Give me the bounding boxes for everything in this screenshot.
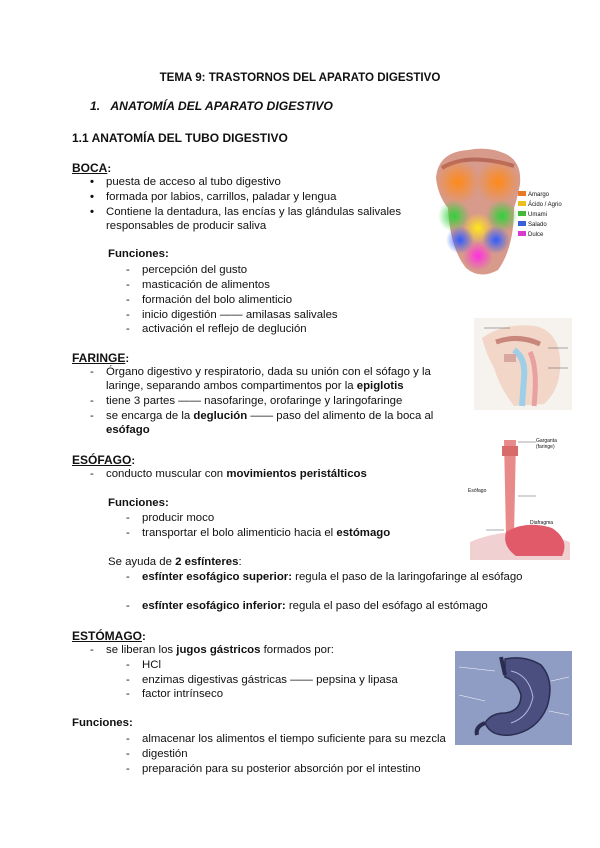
estomago-funcion-1: - almacenar los alimentos el tiempo suficiente para su mezcla [126,733,446,745]
faringe-heading: FARINGE [72,351,126,365]
esfinter-inferior: - esfínter esofágico inferior: regula el paso del esófago al estómago [126,600,488,612]
subsection-heading: 1.1 ANATOMÍA DEL TUBO DIGESTIVO [72,131,288,145]
funcion-text: percepción del gusto [142,264,248,276]
boca-bullet-text: puesta de acceso al tubo digestivo [106,176,281,188]
estomago-heading-line [72,629,146,643]
estomago-sub-2: - enzimas digestivas gástricas —— pepsina y lipasa [126,674,398,686]
funcion-text: preparación para su posterior absorción por el intestino [142,763,421,775]
section-label: ANATOMÍA DEL APARATO DIGESTIVO [110,99,333,113]
boca-funcion-5: - activación el reflejo de deglución [126,323,307,335]
estomago-funciones-label: Funciones: [72,717,133,729]
esofago-colon: : [131,455,136,467]
fig-label-diafragma: Diafragma [530,520,554,526]
boca-funcion-1: - percepción del gusto [126,264,248,276]
faringe-bold: epiglotis [356,380,404,392]
boca-bullet-3: • Contiene la dentadura, las encías y las glándulas salivales [90,206,402,218]
faringe-bold: deglución [193,410,248,422]
boca-heading: BOCA [72,161,108,175]
legend-swatch [518,211,526,216]
funcion-text: activación el reflejo de deglución [142,323,307,335]
esofago-bullet-1: - conducto muscular con movimientos peristálticos [90,468,367,480]
legend-item [518,190,562,200]
legend-item [518,220,562,230]
funcion-text: masticación de alimentos [142,279,270,291]
page-title: TEMA 9: TRASTORNOS DEL APARATO DIGESTIVO [159,71,441,84]
funcion-text: digestión [142,748,188,760]
boca-funciones-label: Funciones: [108,248,169,260]
estomago-bullet-1: - se liberan los jugos gástricos formados por: [90,644,334,656]
funcion-text: almacenar los alimentos el tiempo suficiente para su mezcla [142,733,446,745]
faringe-bullet-1: - Órgano digestivo y respiratorio, dada su unión con el sófago y la [90,366,431,378]
esofago-funcion-2: - transportar el bolo alimenticio hacia el estómago [126,527,391,539]
ayuda-text: Se ayuda de [108,556,176,568]
esophagus-illustration [466,436,572,560]
faringe-bullet-2: - tiene 3 partes —— nasofaringe, orofaringe y laringofaringe [90,395,403,407]
esfinter-bold: esfínter esofágico inferior: [142,600,286,612]
sub-text: factor intrínseco [142,688,224,700]
estomago-colon: : [142,631,146,643]
esfinter-text: regula el paso de la laringofaringe al esófago [292,571,523,583]
faringe-text: —— paso del alimento de la boca al [247,410,434,422]
esofago-text: conducto muscular con [106,468,227,480]
boca-bullet-2: • formada por labios, carrillos, paladar y lengua [90,191,337,203]
legend-label: Amargo [528,192,550,198]
legend-label: Salado [528,222,547,228]
funcion-text: transportar el bolo alimenticio hacia el [142,527,337,539]
boca-heading-line [72,161,111,175]
faringe-heading-line [72,351,129,365]
tongue-figure [428,148,570,278]
estomago-sub-3: - factor intrínseco [126,688,224,700]
esfinter-text: regula el paso del esófago al estómago [285,600,488,612]
faringe-text: se encarga de la [106,410,194,422]
faringe-text: Órgano digestivo y respiratorio, dada su unión con el sófago y la [106,366,431,378]
faringe-bullet-3: - se encarga de la deglución —— paso del alimento de la boca al [90,410,434,422]
estomago-text: formados por: [260,644,334,656]
funcion-text: producir moco [142,512,215,524]
estomago-sub-1: - HCl [126,659,161,671]
fig-label-esofago: Esófago [468,488,487,494]
funcion-bold: estómago [336,527,391,539]
boca-bullet-3-cont: responsables de producir saliva [106,220,267,232]
boca-bullet-text: Contiene la dentadura, las encías y las glándulas salivales [106,206,402,218]
legend-label: Ácido / Agrio [528,202,562,208]
stomach-illustration [455,651,572,745]
legend-swatch [518,201,526,206]
estomago-bold: jugos gástricos [176,644,261,656]
legend-item [518,210,562,220]
esfinter-bold: esfínter esofágico superior: [142,571,293,583]
esofago-heading: ESÓFAGO [72,453,132,467]
taste-legend [518,190,562,240]
faringe-bullet-3-cont: esófago [106,424,150,436]
estomago-heading: ESTÓMAGO [72,629,143,643]
ayuda-bold: 2 esfínteres [175,556,239,568]
estomago-funcion-3: - preparación para su posterior absorción por el intestino [126,763,421,775]
esophagus-figure [466,436,572,560]
boca-colon: : [107,163,112,175]
boca-funcion-2: - masticación de alimentos [126,279,270,291]
ayuda-text: : [238,556,242,568]
legend-swatch [518,191,526,196]
estomago-text: se liberan los [106,644,177,656]
esofago-bold: movimientos peristálticos [226,468,367,480]
esofago-ayuda [108,556,242,568]
stomach-figure [455,651,572,745]
estomago-funcion-2: - digestión [126,748,188,760]
funcion-text: inicio digestión —— amilasas salivales [142,309,338,321]
legend-swatch [518,221,526,226]
esofago-funciones-label: Funciones: [108,497,169,509]
esfinter-superior: - esfínter esofágico superior: regula el paso de la laringofaringe al esófago [126,571,523,583]
legend-label: Umami [528,212,547,218]
esofago-funcion-1: - producir moco [126,512,215,524]
boca-funcion-3: - formación del bolo alimenticio [126,294,293,306]
funcion-text: formación del bolo alimenticio [142,294,293,306]
esofago-heading-line [72,453,135,467]
legend-item [518,230,562,240]
section-heading-1 [90,99,333,113]
boca-bullet-1: • puesta de acceso al tubo digestivo [90,176,281,188]
legend-swatch [518,231,526,236]
sub-text: HCl [142,659,161,671]
faringe-bullet-1-cont [106,380,404,392]
faringe-colon: : [125,353,130,365]
boca-funcion-4: - inicio digestión —— amilasas salivales [126,309,338,321]
fig-label-garganta: Garganta (faringe) [536,438,557,450]
pharynx-figure [474,318,572,410]
faringe-text: laringe, separando ambos compartimentos por la [106,380,357,392]
section-number: 1. [90,99,101,113]
pharynx-illustration [474,318,572,410]
sub-text: enzimas digestivas gástricas —— pepsina y lipasa [142,674,398,686]
legend-label: Dulce [528,232,544,238]
boca-bullet-text: formada por labios, carrillos, paladar y lengua [106,191,337,203]
faringe-text: tiene 3 partes —— nasofaringe, orofaringe y laringofaringe [106,395,403,407]
legend-item [518,200,562,210]
